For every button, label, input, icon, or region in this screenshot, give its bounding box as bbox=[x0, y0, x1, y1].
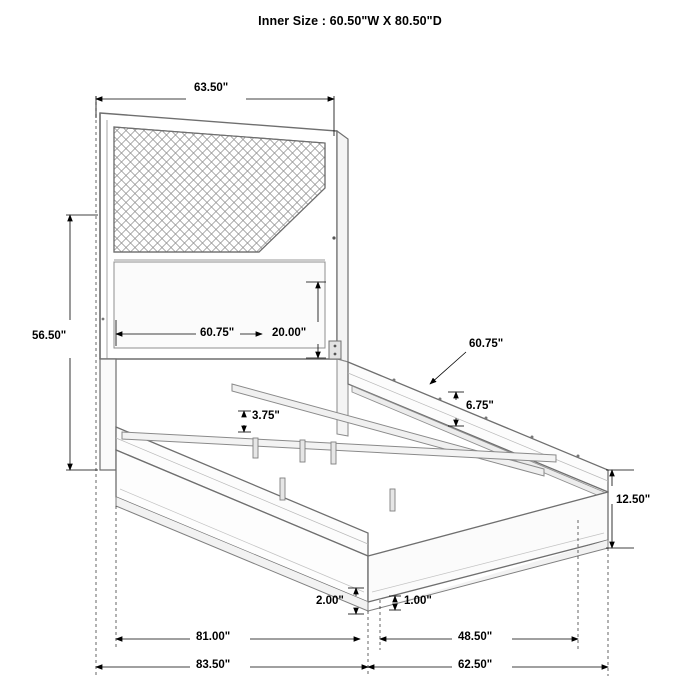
dimension-footboard-height: 12.50" bbox=[616, 494, 651, 506]
dimension-bed-length-outer: 83.50" bbox=[196, 659, 231, 671]
dimension-overall-height: 56.50" bbox=[32, 330, 67, 342]
dimension-rail-inner-width: 60.75" bbox=[469, 338, 504, 350]
dimension-bed-length-inner: 81.00" bbox=[196, 631, 231, 643]
dimension-footboard-bottom: 2.00" bbox=[316, 595, 344, 607]
dimension-side-depth-outer: 62.50" bbox=[458, 659, 493, 671]
dimension-side-depth-inner: 48.50" bbox=[458, 631, 493, 643]
page-title: Inner Size : 60.50"W X 80.50"D bbox=[258, 14, 442, 28]
dimension-rail-height: 6.75" bbox=[466, 400, 494, 412]
dimension-headboard-lower-height: 20.00" bbox=[272, 327, 307, 339]
dimension-foot-clearance: 1.00" bbox=[404, 595, 432, 607]
dimension-headboard-panel-width: 60.75" bbox=[200, 327, 235, 339]
dimension-slat-thickness: 3.75" bbox=[252, 410, 280, 422]
dimension-headboard-width: 63.50" bbox=[194, 82, 229, 94]
bed-outline bbox=[100, 113, 608, 611]
